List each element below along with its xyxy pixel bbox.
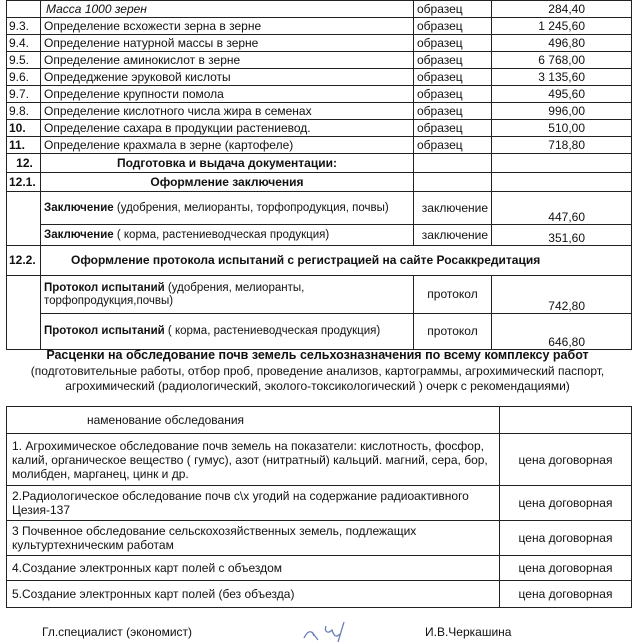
price-cell: 646,80 xyxy=(492,314,632,350)
row-number: 11. xyxy=(7,137,41,154)
empty-cell xyxy=(7,276,41,314)
price-cell: 6 768,00 xyxy=(492,52,632,69)
survey-price: цена договорная xyxy=(500,521,632,556)
section-row xyxy=(7,173,632,192)
survey-table xyxy=(6,406,632,608)
doc-type: Заключение xyxy=(44,228,114,241)
section-title: Подготовка и выдача документации: xyxy=(41,154,414,173)
survey-name: 2.Радиологическое обследование почв с\х угодий на содержание радиоактивного Цезия-137 xyxy=(7,486,500,521)
row-number: 9.7. xyxy=(7,86,41,103)
survey-heading xyxy=(0,347,635,394)
table-row xyxy=(7,137,632,154)
service-name: Масса 1000 зерен xyxy=(41,1,414,18)
price-cell: 1 245,60 xyxy=(492,18,632,35)
price-cell: 495,60 xyxy=(492,86,632,103)
service-name: Опредеджение эруковой кислоты xyxy=(41,69,414,86)
doc-type: Заключение xyxy=(44,201,114,214)
table-row xyxy=(7,103,632,120)
service-name: Определение сахара в продукции растениевод. xyxy=(41,120,414,137)
handwritten-signature xyxy=(300,620,360,643)
signer-name: И.В.Черкашина xyxy=(425,625,512,639)
unit-cell: заключение xyxy=(414,225,492,246)
survey-name: 5.Создание электронных карт полей (без объезда) xyxy=(7,581,500,608)
signature-block xyxy=(0,620,635,643)
survey-name: 3 Почвенное обследование сельскохозяйственных земель, подлежащих культуртехническим работам xyxy=(7,521,500,556)
doc-type: Протокол испытаний xyxy=(44,325,165,337)
price-cell: 351,60 xyxy=(492,225,632,246)
row-number: 9.6. xyxy=(7,69,41,86)
unit-cell: протокол xyxy=(414,314,492,350)
price-cell: 996,00 xyxy=(492,103,632,120)
unit-cell: образец xyxy=(414,35,492,52)
table-header-row xyxy=(7,407,632,434)
table-row xyxy=(7,35,632,52)
price-cell: 447,60 xyxy=(492,192,632,225)
unit-cell: заключение xyxy=(414,192,492,225)
table-row xyxy=(7,434,632,486)
unit-cell: протокол xyxy=(414,276,492,314)
table-row xyxy=(7,18,632,35)
empty-cell xyxy=(7,225,41,246)
section-number: 12.2. xyxy=(7,246,41,276)
unit-cell: образец xyxy=(414,120,492,137)
unit-cell: образец xyxy=(414,18,492,35)
service-name: Определение всхожести зерна в зерне xyxy=(41,18,414,35)
service-name: Определение аминокислот в зерне xyxy=(41,52,414,69)
doc-scope: (удобрения, мелиоранты, торфопродукция, почвы) xyxy=(113,201,389,214)
survey-name: 1. Агрохимическое обследование почв земель на показатели: кислотность, фосфор, калий, органическое вещество ( гумус), азот (нитратный) кальций. магний, сера, бор, молибден, марганец, цинк и др. xyxy=(7,434,500,486)
empty-cell xyxy=(414,173,492,192)
doc-scope: ( корма, растениеводческая продукция) xyxy=(164,325,381,337)
empty-cell xyxy=(414,154,492,173)
service-name: Определение кислотного числа жира в семенах xyxy=(41,103,414,120)
section-row xyxy=(7,246,632,276)
unit-cell: образец xyxy=(414,86,492,103)
price-cell: 496,80 xyxy=(492,35,632,52)
service-name: Определение крахмала в зерне (картофеле) xyxy=(41,137,414,154)
service-name xyxy=(41,192,414,225)
survey-price: цена договорная xyxy=(500,556,632,581)
row-number: 9.4. xyxy=(7,35,41,52)
table-row xyxy=(7,521,632,556)
doc-scope: (удобрения, мелиоранты, торфопродукция,почвы) xyxy=(44,281,305,307)
unit-cell: образец xyxy=(414,137,492,154)
price-cell: 718,80 xyxy=(492,137,632,154)
doc-scope: ( корма, растениеводческая продукция) xyxy=(113,228,330,241)
table-row xyxy=(7,69,632,86)
table-row xyxy=(7,486,632,521)
row-number: 9.5. xyxy=(7,52,41,69)
table-row xyxy=(7,581,632,608)
unit-cell: образец xyxy=(414,69,492,86)
empty-cell xyxy=(492,173,632,192)
section-number: 12.1. xyxy=(7,173,41,192)
survey-price: цена договорная xyxy=(500,486,632,521)
section-row xyxy=(7,154,632,173)
price-cell: 3 135,60 xyxy=(492,69,632,86)
price-cell: 284,40 xyxy=(492,1,632,18)
row-number xyxy=(7,1,41,18)
unit-cell: образец xyxy=(414,103,492,120)
empty-cell xyxy=(7,192,41,225)
section-number: 12. xyxy=(7,154,41,173)
price-cell: 510,00 xyxy=(492,120,632,137)
empty-cell xyxy=(492,154,632,173)
empty-cell xyxy=(7,314,41,350)
service-name: Определение крупности помола xyxy=(41,86,414,103)
survey-price: цена договорная xyxy=(500,581,632,608)
table-row xyxy=(7,86,632,103)
column-header-price xyxy=(500,407,632,434)
unit-cell: образец xyxy=(414,52,492,69)
service-name xyxy=(41,276,414,314)
service-name: Определение натурной массы в зерне xyxy=(41,35,414,52)
survey-name: 4.Создание электронных карт полей с объездом xyxy=(7,556,500,581)
table-row xyxy=(7,225,632,246)
survey-subtitle: (подготовительные работы, отбор проб, проведение анализов, картограммы, агрохимический паспорт, агрохимический (радиологический, эколого-токсикологический ) очерк с рекомендациями) xyxy=(30,364,605,393)
survey-title: Расценки на обследование почв земель сельхозназначения по всему комплексу работ xyxy=(46,348,589,362)
row-number: 10. xyxy=(7,120,41,137)
price-table xyxy=(6,0,632,350)
doc-type: Протокол испытаний xyxy=(44,281,165,294)
row-number: 9.8. xyxy=(7,103,41,120)
price-cell: 742,80 xyxy=(492,276,632,314)
table-row xyxy=(7,276,632,314)
table-row xyxy=(7,192,632,225)
row-number: 9.3. xyxy=(7,18,41,35)
column-header-name: наменование обследования xyxy=(7,407,500,434)
table-row xyxy=(7,1,632,18)
survey-price: цена договорная xyxy=(500,434,632,486)
table-row xyxy=(7,556,632,581)
section-title: Оформление протокола испытаний с регистрацией на сайте Росаккредитация xyxy=(41,246,632,276)
signer-position: Гл.специалист (экономист) xyxy=(42,625,193,639)
table-row xyxy=(7,314,632,350)
service-name xyxy=(41,225,414,246)
table-row xyxy=(7,52,632,69)
service-name xyxy=(41,314,414,350)
section-title: Оформление заключения xyxy=(41,173,414,192)
table-row xyxy=(7,120,632,137)
unit-cell: образец xyxy=(414,1,492,18)
